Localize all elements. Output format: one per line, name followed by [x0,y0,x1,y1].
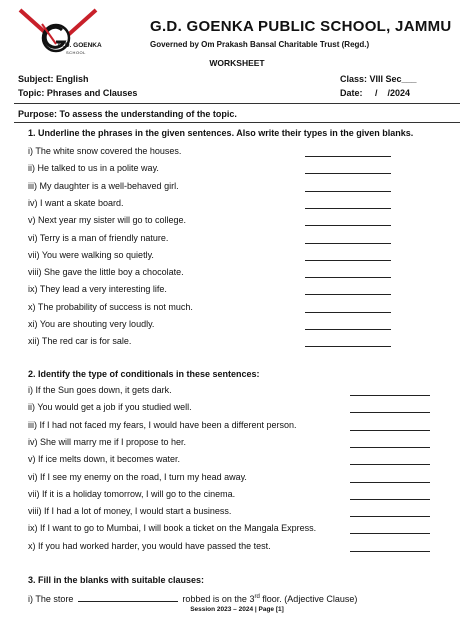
page-footer: Session 2023 – 2024 | Page [1] [190,606,284,613]
answer-blank[interactable] [78,592,178,602]
worksheet-title: WORKSHEET [209,58,265,68]
question-item: ix) They lead a very interesting life. [28,284,167,295]
answer-blank[interactable] [305,208,391,209]
answer-blank[interactable] [305,243,391,244]
answer-blank[interactable] [305,294,391,295]
question-item: ix) If I want to go to Mumbai, I will book a ticket on the Mangala Express. [28,523,317,534]
answer-blank[interactable] [305,191,391,192]
topic: Topic: Phrases and Clauses [18,88,138,98]
question-item: iii) If I had not faced my fears, I would have been a different person. [28,419,297,430]
divider [14,103,460,104]
answer-blank[interactable] [350,551,430,552]
answer-blank[interactable] [305,277,391,278]
question-item: x) If you had worked harder, you would have passed the test. [28,540,271,551]
logo-text: G.D. GOENKA [58,42,102,49]
answer-blank[interactable] [305,173,391,174]
answer-blank[interactable] [350,430,430,431]
question-item: ii) He talked to us in a polite way. [28,163,159,174]
question-item: i) The white snow covered the houses. [28,146,182,156]
question-item: iv) I want a skate board. [28,197,124,208]
item-text: floor. (Adjective Clause) [259,594,358,604]
answer-blank[interactable] [305,329,391,330]
item-text: i) The store [28,594,74,604]
question-item: iv) She will marry me if I propose to her. [28,436,187,447]
question-item: v) Next year my sister will go to college. [28,215,187,226]
date: Date: / /2024 [340,88,411,98]
answer-blank[interactable] [350,516,430,517]
divider [14,122,460,123]
answer-blank[interactable] [305,346,391,347]
question-item: v) If ice melts down, it becomes water. [28,454,181,465]
school-name: G.D. GOENKA PUBLIC SCHOOL, JAMMU [150,18,452,35]
section2-heading: 2. Identify the type of conditionals in these sentences: [28,369,260,379]
question-item: vi) If I see my enemy on the road, I turn my head away. [28,471,247,482]
class-section: Class: VIII Sec___ [340,74,417,84]
answer-blank[interactable] [350,447,430,448]
answer-blank[interactable] [350,395,430,396]
section3-heading: 3. Fill in the blanks with suitable clauses: [28,575,205,585]
answer-blank[interactable] [305,312,391,313]
question-item: x) The probability of success is not much. [28,301,193,312]
question-item: xi) You are shouting very loudly. [28,319,155,329]
answer-blank[interactable] [350,412,430,413]
answer-blank[interactable] [350,533,430,534]
superscript: rd [254,594,260,600]
question-item: i) If the Sun goes down, it gets dark. [28,385,172,395]
question-item: xii) The red car is for sale. [28,336,132,347]
question-item: vi) Terry is a man of friendly nature. [28,232,169,243]
question-item: ii) You would get a job if you studied well. [28,402,192,413]
answer-blank[interactable] [305,156,391,157]
answer-blank[interactable] [350,482,430,483]
school-logo [12,4,104,64]
question-item: viii) If I had a lot of money, I would start a business. [28,506,232,517]
answer-blank[interactable] [305,225,391,226]
governed-by: Governed by Om Prakash Bansal Charitable Trust (Regd.) [150,40,370,49]
question-item: iii) My daughter is a well-behaved girl. [28,180,179,191]
question-item: vii) You were walking so quietly. [28,249,154,260]
answer-blank[interactable] [350,464,430,465]
logo-subtext: SCHOOL [66,50,86,55]
item-text: robbed is on the 3 [182,594,255,604]
answer-blank[interactable] [305,260,391,261]
section1-heading: 1. Underline the phrases in the given sentences. Also write their types in the given blanks. [28,128,414,138]
subject: Subject: English [18,74,89,84]
purpose: Purpose: To assess the understanding of the topic. [18,109,237,119]
question-item: viii) She gave the little boy a chocolate. [28,267,184,278]
answer-blank[interactable] [350,499,430,500]
question-item: vii) If it is a holiday tomorrow, I will go to the cinema. [28,488,236,499]
section3-item [28,592,357,604]
